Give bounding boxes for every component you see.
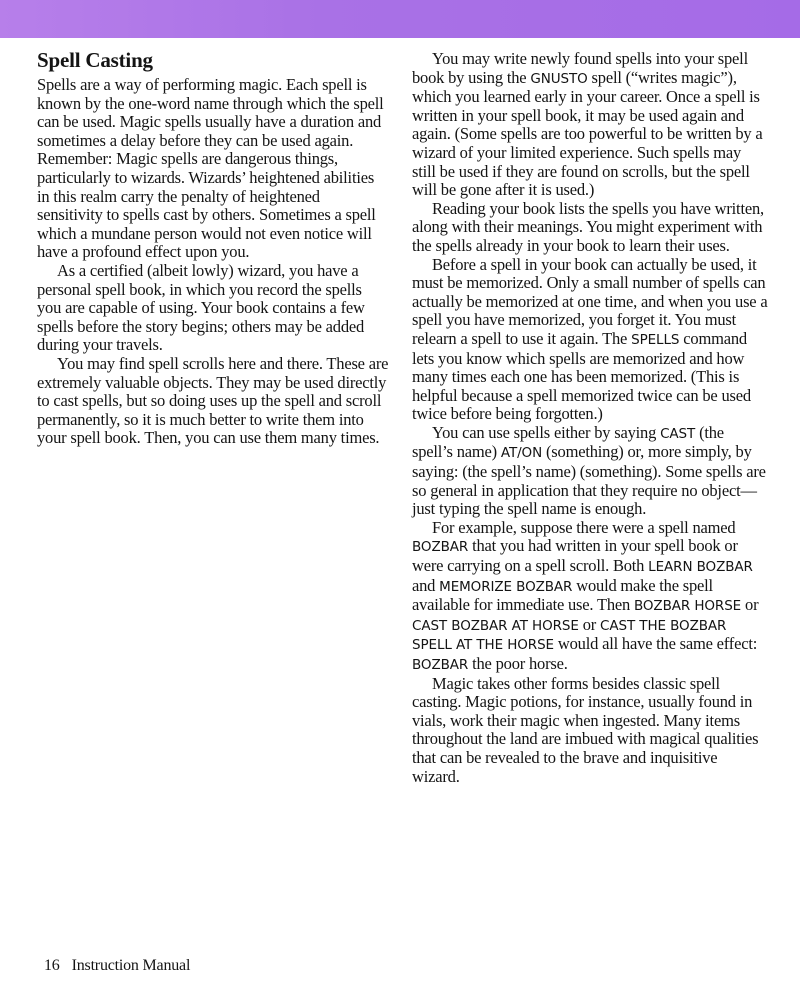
left-column — [37, 48, 389, 448]
right-column — [412, 50, 768, 786]
paragraph-bozbar-example — [412, 519, 768, 675]
text-run: or — [578, 614, 601, 634]
text-run: For example, suppose there were a spell named — [432, 517, 736, 537]
paragraph-memorizing — [412, 256, 768, 424]
command-keyword: LEARN BOZBAR — [648, 559, 753, 576]
command-keyword: BOZBAR — [412, 539, 469, 556]
text-run: or — [741, 595, 759, 615]
page-footer — [44, 957, 190, 975]
command-keyword: MEMORIZE BOZBAR — [439, 578, 573, 595]
command-keyword: SPELLS — [631, 331, 680, 348]
paragraph-reading-book: Reading your book lists the spells you have written, along with their meanings. You might experiment with the spells already in your book to learn their uses. — [412, 198, 764, 255]
paragraph-casting — [412, 424, 768, 519]
text-run: spell (“writes magic”), which you learned early in your career. Once a spell is written in your spell book, it may be used again and again. (Some spells are too powerful to be written by a wizard of your limited experience. Such spells may still be used if they are found on scrolls, but the spell will be gone after it is used.) — [412, 67, 763, 200]
page-number: 16 — [44, 957, 60, 974]
text-run: You can use spells either by saying — [432, 422, 661, 442]
text-run: the poor horse. — [468, 654, 568, 673]
paragraph-other-magic: Magic takes other forms besides classic spell casting. Magic potions, for instance, usually found in vials, work their magic when ingested. Many items throughout the land are imbued with magical qualities that can be revealed to the brave and inquisitive wizard. — [412, 673, 759, 786]
text-run: Before a spell in your book can actually be used, it must be memorized. Only a small number of spells can actually be memorized at one time, and when you use a spell you have memorized, you forget it. You must relearn a spell to use it again. The — [412, 254, 768, 348]
text-run: (the spell’s name) — [412, 422, 724, 462]
command-keyword: GNUSTO — [530, 70, 588, 87]
command-keyword: AT/ON — [500, 445, 543, 462]
text-run: that you had written in your spell book or were carrying on a spell scroll. Both — [412, 536, 738, 576]
command-keyword: BOZBAR — [412, 657, 469, 673]
command-keyword: BOZBAR HORSE — [633, 598, 742, 615]
text-run: would all have the same effect: — [553, 634, 758, 654]
text-run: and — [412, 575, 440, 595]
command-keyword: CAST THE BOZBAR SPELL AT THE HORSE — [412, 617, 727, 654]
command-keyword: CAST — [660, 425, 696, 442]
section-heading: Spell Casting — [37, 48, 153, 72]
paragraph-gnusto — [412, 50, 768, 200]
command-keyword: CAST BOZBAR AT HORSE — [412, 617, 579, 634]
text-run: You may write newly found spells into your spell book by using the — [412, 49, 748, 87]
top-color-band — [0, 0, 800, 38]
paragraph-spell-scrolls: You may find spell scrolls here and there. These are extremely valuable objects. They may be used directly to cast spells, but so doing uses up the spell and scroll permanently, so it is much better to write them into your spell book. Then, you can use them many times. — [37, 353, 389, 448]
text-run: command lets you know which spells are memorized and how many times each one has been memorized. (This is helpful because a spell memorized twice can be used twice before being forgotten.) — [412, 328, 751, 424]
paragraph-spell-book: As a certified (albeit lowly) wizard, you have a personal spell book, in which you record the spells you are capable of using. Your book contains a few spells before the story begins; others may be added during your travels. — [37, 260, 365, 355]
text-run: (something) or, more simply, by saying: (the spell’s name) (something). Some spells are so general in application that they require no object—just typing the spell name is enough. — [412, 442, 766, 519]
footer-title: Instruction Manual — [71, 957, 191, 974]
paragraph-spells-intro: Spells are a way of performing magic. Each spell is known by the one-word name through which the spell can be used. Magic spells usually have a duration and sometimes a delay before they can be used again. Remember: Magic spells are dangerous things, particularly to wizards. Wizards’ heightened abilities in this realm carry the penalty of heightened sensitivity to spells cast by others. Sometimes a spell which a mundane person would not even notice will have a profound effect upon you. — [37, 75, 384, 262]
text-run: would make the spell available for immediate use. Then — [412, 575, 713, 615]
